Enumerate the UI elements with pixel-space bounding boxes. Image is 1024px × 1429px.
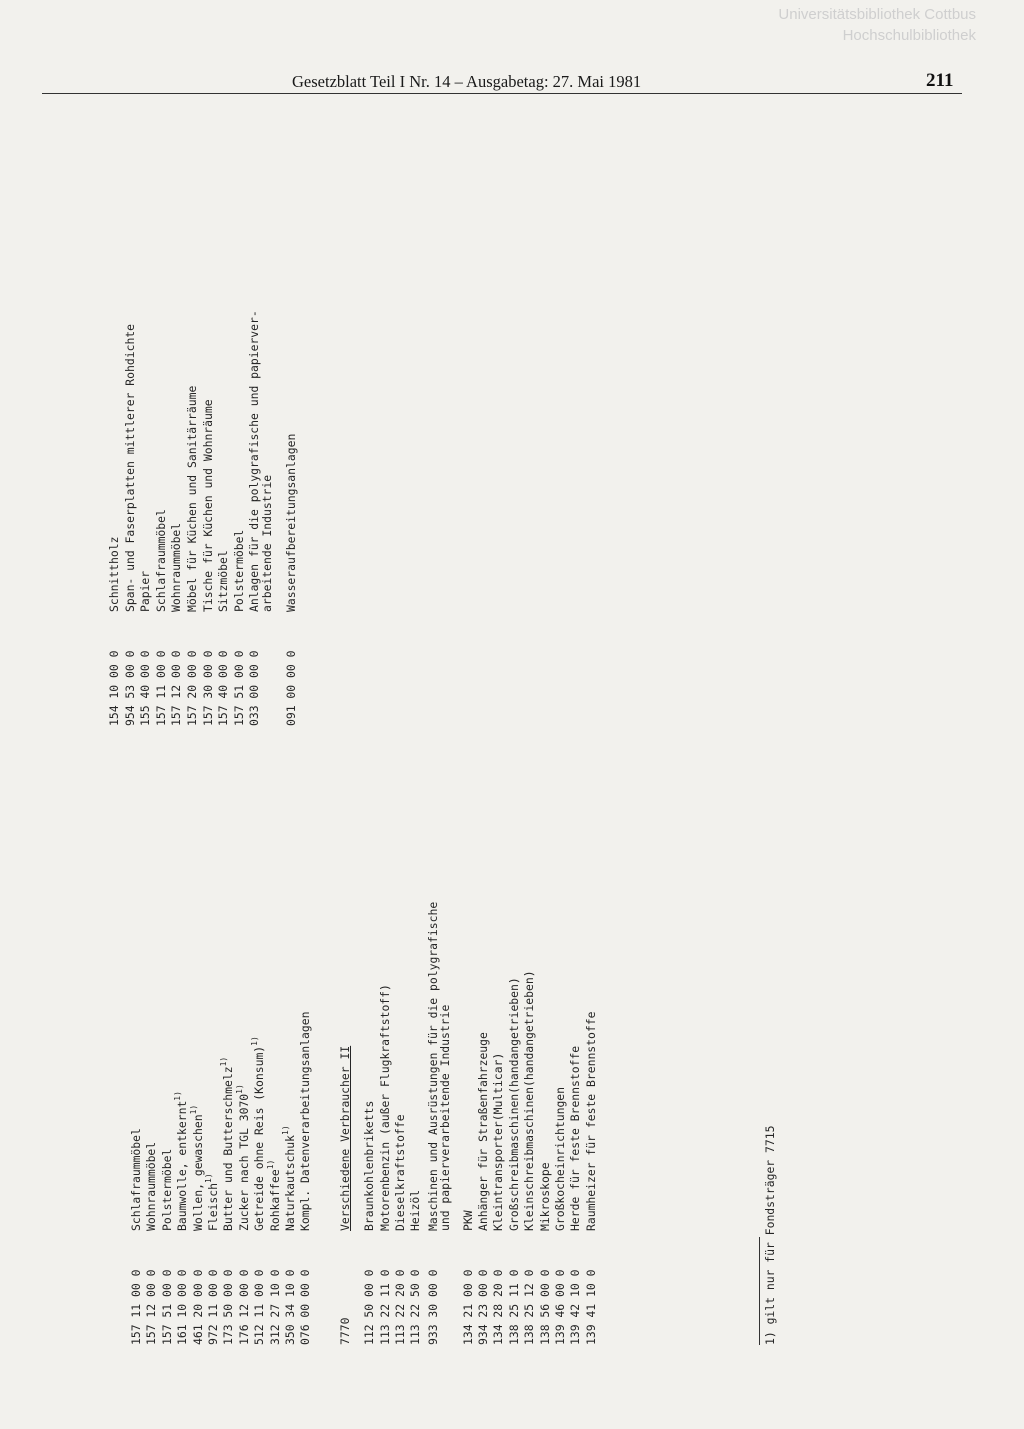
- list-item: [407, 1190, 423, 1345]
- item-code: 134 21 00 0: [460, 1269, 475, 1345]
- item-description: Wohnraummöbel: [144, 1141, 159, 1231]
- footnote-marker: 1): [219, 1056, 229, 1067]
- item-description: Papier: [138, 570, 153, 612]
- item-description: Wasseraufbereitungsanlagen: [283, 433, 298, 612]
- item-description: Maschinen und Ausrüstungen für die polygrafische: [425, 901, 440, 1231]
- item-description: Großschreibmaschinen(handangetrieben): [506, 977, 521, 1231]
- stamp-line: Universitätsbibliothek Cottbus: [778, 6, 976, 23]
- item-description: Braunkohlenbriketts: [362, 1100, 377, 1231]
- list-item: [190, 1105, 206, 1345]
- section-title: Verschiedene Verbraucher II: [337, 1045, 352, 1231]
- list-item: [297, 1012, 313, 1345]
- item-description: Rohkaffee: [267, 1169, 282, 1231]
- list-item: [184, 386, 200, 726]
- item-continuation: und papierverarbeitende Industrie: [438, 1004, 453, 1231]
- header-divider: [42, 93, 962, 94]
- item-code: 157 11 00 0: [129, 1269, 143, 1345]
- list-item: [137, 571, 153, 726]
- list-item: [521, 970, 537, 1345]
- list-item: [215, 550, 231, 726]
- page-header-title: Gesetzblatt Teil I Nr. 14 – Ausgabetag: 27. Mai 1981: [292, 72, 642, 91]
- item-description: Wohnraummöbel: [169, 522, 184, 612]
- item-code: 139 42 10 0: [568, 1269, 583, 1345]
- list-item: [122, 324, 138, 726]
- item-description: Schnittholz: [107, 536, 121, 612]
- list-item: [361, 1101, 377, 1345]
- item-code: 113 22 11 0: [377, 1269, 392, 1345]
- list-item: [143, 1142, 159, 1345]
- item-code: 176 12 00 0: [236, 1269, 251, 1345]
- item-code: 933 30 00 0: [425, 1269, 440, 1345]
- item-code: 138 25 11 0: [506, 1269, 521, 1345]
- footnote-block: [762, 1025, 782, 1345]
- list-item: [168, 523, 184, 726]
- section-code: 7770: [337, 1317, 352, 1345]
- item-code: 512 11 00 0: [252, 1269, 267, 1345]
- list-item: [490, 1053, 506, 1345]
- item-description: Großkocheinrichtungen: [553, 1086, 567, 1231]
- item-code: 157 30 00 0: [200, 650, 215, 726]
- left-rotated-block: [128, 725, 798, 1345]
- item-code: 138 56 00 0: [537, 1269, 552, 1345]
- item-code: 154 10 00 0: [107, 650, 121, 726]
- item-code: 350 34 10 0: [283, 1269, 297, 1345]
- item-description: Kleinschreibmaschinen(handangetrieben): [522, 970, 537, 1231]
- list-item: [475, 1032, 491, 1345]
- item-code: 138 25 12 0: [522, 1269, 537, 1345]
- item-code: 954 53 00 0: [122, 650, 137, 726]
- footnote-marker: 1): [265, 1159, 275, 1170]
- item-code: 076 00 00 0: [298, 1269, 313, 1345]
- item-description: Schlafraummöbel: [153, 509, 168, 612]
- item-code: 112 50 00 0: [362, 1269, 377, 1345]
- list-item: [220, 1057, 236, 1345]
- item-code: 972 11 00 0: [206, 1269, 220, 1345]
- list-item: [267, 1160, 283, 1345]
- item-code: 173 50 00 0: [221, 1269, 236, 1345]
- footnote-marker: 1): [204, 1173, 213, 1183]
- list-item: [567, 1046, 583, 1345]
- list-item: [106, 537, 122, 726]
- item-code: 157 12 00 0: [144, 1269, 159, 1345]
- item-description: Wollen, gewaschen: [190, 1114, 205, 1231]
- list-item: [282, 1125, 298, 1345]
- list-item: [128, 1128, 144, 1345]
- list-item: [205, 1173, 221, 1345]
- item-description: Mikroskope: [537, 1162, 552, 1231]
- item-description: Sitzmöbel: [216, 550, 231, 612]
- item-description: Herde für feste Brennstoffe: [568, 1045, 583, 1231]
- footnote-marker: 1): [188, 1104, 198, 1115]
- list-item: [159, 1149, 175, 1345]
- item-description: Polstermöbel: [231, 529, 246, 612]
- footnote-rule: [759, 1237, 760, 1345]
- list-item: [153, 509, 169, 726]
- item-description: Anlagen für die polygrafische und papierver-: [247, 310, 262, 612]
- item-code: 157 40 00 0: [216, 650, 231, 726]
- list-item: [200, 399, 216, 726]
- list-item: [537, 1162, 553, 1345]
- item-description: Naturkautschuk: [283, 1134, 297, 1231]
- library-stamp: [716, 4, 976, 46]
- item-code: 113 22 20 0: [393, 1269, 407, 1345]
- item-code: 934 23 00 0: [476, 1269, 490, 1345]
- item-description: Tische für Küchen und Wohnräume: [200, 399, 215, 612]
- item-code: 461 20 00 0: [190, 1269, 205, 1345]
- item-description: Fleisch: [206, 1182, 220, 1231]
- item-description: Raumheizer für feste Brennstoffe: [583, 1011, 598, 1231]
- item-code: 033 00 00 0: [247, 650, 262, 726]
- list-item: [377, 984, 393, 1345]
- item-code: 157 12 00 0: [169, 650, 184, 726]
- footnote-text: 1) gilt nur für Fondsträger 7715: [763, 1125, 777, 1345]
- item-description: Baumwolle, entkernt: [175, 1100, 190, 1231]
- item-description: Zucker nach TGL 3070: [236, 1093, 251, 1231]
- list-item: [174, 1091, 190, 1345]
- item-code: 157 51 00 0: [231, 650, 246, 726]
- item-description: Möbel für Küchen und Sanitärräume: [185, 385, 199, 612]
- item-description: Heizöl: [408, 1189, 423, 1231]
- page-number: 211: [926, 70, 954, 91]
- item-code: 161 10 00 0: [175, 1269, 190, 1345]
- list-item: [236, 1084, 252, 1345]
- item-code: 157 20 00 0: [185, 650, 199, 726]
- item-description: Butter und Butterschmelz: [221, 1066, 236, 1231]
- right-rotated-block: [106, 226, 346, 726]
- item-code: 139 46 00 0: [553, 1269, 567, 1345]
- item-code: 155 40 00 0: [138, 650, 153, 726]
- list-item: [552, 1087, 568, 1345]
- item-description: Motorenbenzin (außer Flugkraftstoff): [377, 984, 392, 1231]
- item-code: 113 22 50 0: [408, 1269, 423, 1345]
- item-code: 157 51 00 0: [159, 1269, 174, 1345]
- item-code: 134 28 20 0: [491, 1269, 506, 1345]
- item-description: PKW: [460, 1210, 475, 1231]
- item-code: 157 11 00 0: [153, 650, 168, 726]
- list-item: [392, 1114, 408, 1345]
- footnote-marker: 1): [173, 1091, 183, 1101]
- list-item: [460, 1210, 476, 1345]
- item-description: Kleintransporter(Multicar): [491, 1052, 506, 1231]
- list-item: [251, 1036, 267, 1345]
- item-description: Anhänger für Straßenfahrzeuge: [476, 1032, 490, 1231]
- item-description: Getreide ohne Reis (Konsum): [252, 1045, 267, 1231]
- item-continuation: arbeitende Industrie: [260, 474, 274, 612]
- footnote-marker: 1): [234, 1084, 244, 1094]
- item-code: 312 27 10 0: [267, 1269, 282, 1345]
- item-description: Span- und Faserplatten mittlerer Rohdichte: [122, 323, 137, 612]
- item-description: Kompl. Datenverarbeitungsanlagen: [298, 1011, 313, 1231]
- list-item: [583, 1012, 599, 1345]
- item-description: Dieselkraftstoffe: [393, 1114, 407, 1231]
- stamp-line: Hochschulbibliothek: [842, 27, 976, 44]
- list-item: [231, 530, 247, 726]
- list-item: [506, 977, 522, 1345]
- item-description: Polstermöbel: [159, 1148, 174, 1231]
- item-description: Schlafraummöbel: [129, 1128, 143, 1231]
- section-heading: [337, 1046, 353, 1345]
- footnote-marker: 1): [250, 1036, 260, 1046]
- footnote-marker: 1): [281, 1125, 290, 1135]
- item-code: 091 00 00 0: [283, 650, 298, 726]
- item-code: 139 41 10 0: [583, 1269, 598, 1345]
- list-item: [283, 434, 299, 726]
